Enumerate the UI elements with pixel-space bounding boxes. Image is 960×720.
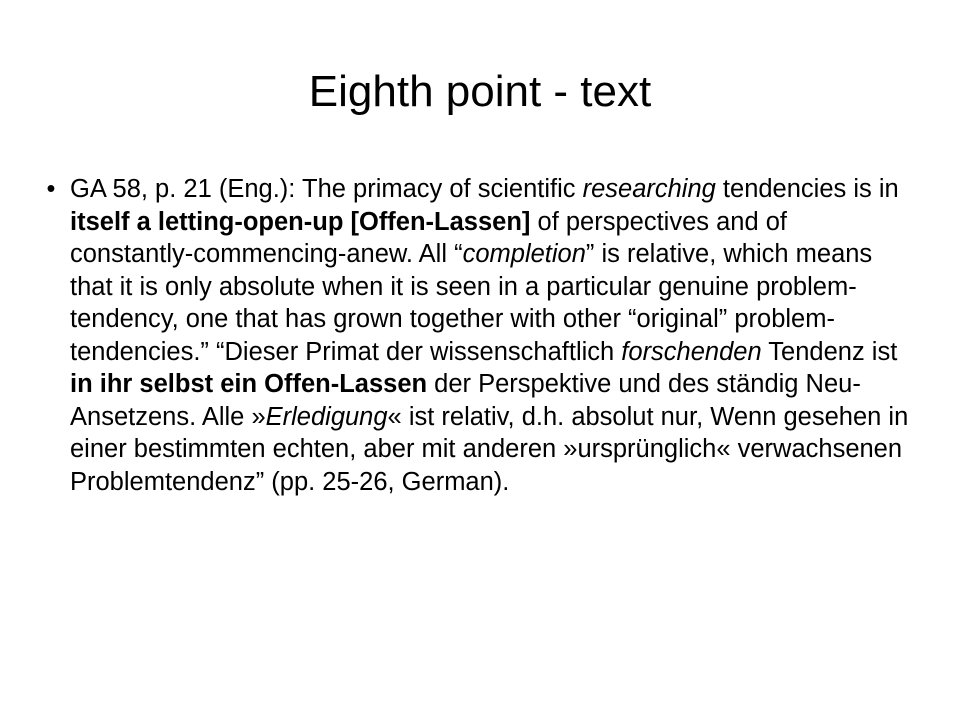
text-segment: of perspectives and of constantly-commencing-anew. All “: [70, 207, 787, 268]
text-segment: tendencies is in: [715, 175, 899, 203]
text-segment: GA 58, p. 21 (Eng.): The primacy of scientific: [70, 175, 583, 203]
slide-title: Eighth point - text: [308, 67, 652, 116]
bullet-dot-icon: •: [46, 175, 56, 203]
text-segment: « ist relativ, d.h. absolut nur, Wenn gesehen in einer bestimmten echten, aber mit anderen »ursprünglich« verwachsenen Problemtendenz” (pp. 25-26, German).: [70, 402, 909, 496]
italic-text-segment: researching: [582, 175, 716, 203]
text-segment: Tendenz ist: [761, 337, 898, 366]
bold-text-segment: in ihr selbst ein Offen-Lassen: [70, 370, 428, 398]
italic-text-segment: Erledigung: [265, 402, 388, 431]
text-segment: ” is relative, which means that it is only absolute when it is seen in a particular genuine problem-tendency, one that has grown together with other “original” problem-tendencies.” “Dieser Primat der wissenschaftlich: [70, 240, 873, 366]
italic-text-segment: completion: [462, 240, 586, 268]
bullet-item: [48, 173, 912, 498]
italic-text-segment: forschenden: [621, 337, 762, 366]
bullet-text: [70, 175, 908, 496]
bold-text-segment: itself a letting-open-up [Offen-Lassen]: [70, 207, 531, 236]
text-segment: der Perspektive und des ständig Neu-Ansetzens. Alle »: [70, 370, 861, 431]
bullet-list: [48, 173, 912, 498]
